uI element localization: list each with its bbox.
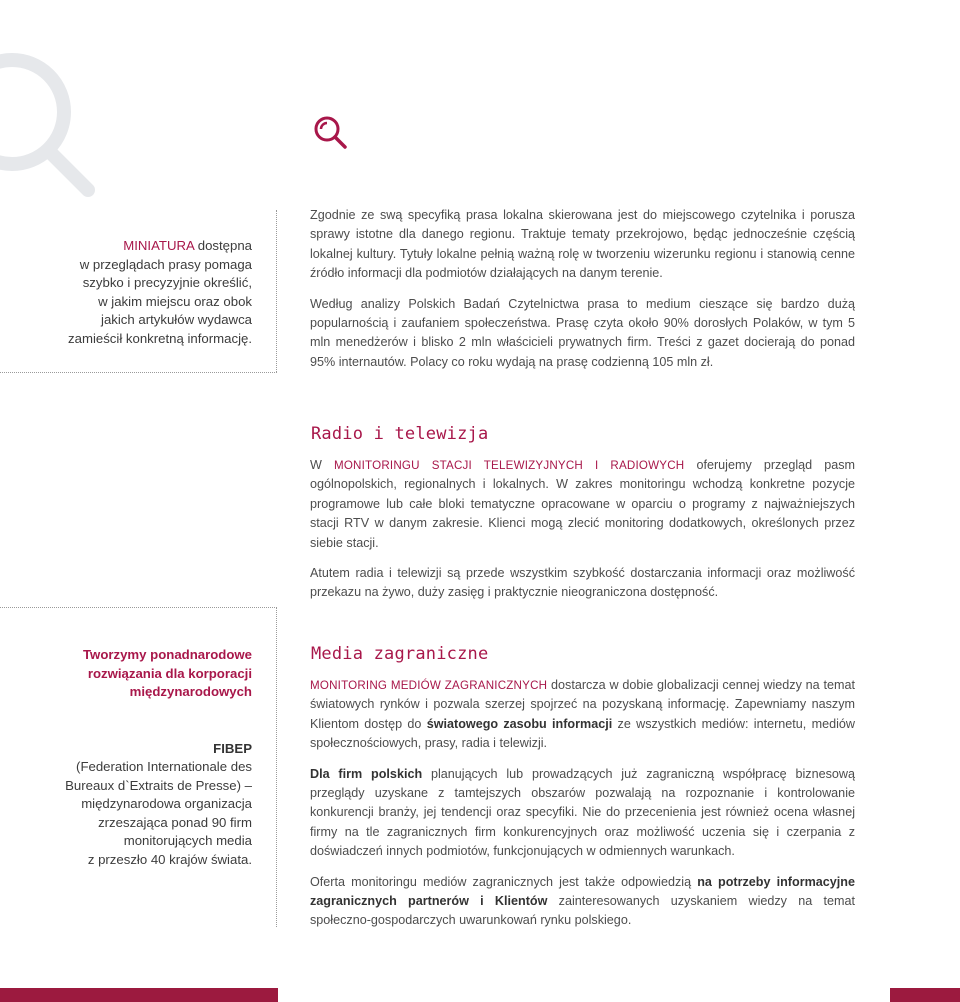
fibep-line-6: z przeszło 40 krajów świata. bbox=[87, 851, 252, 867]
radio-paragraph-1: W MONITORINGU STACJI TELEWIZYJNYCH I RADIOWYCH oferujemy przegląd pasm ogólnopolskich, regionalnych i lokalnych. W zakres monitoringu wchodzą konkretne pozycje programowe lub całe bloki tematyczne opracowane w oparciu o programy z najważniejszych stacji RTV w danym zakresie. Klienci mogą zlecić monitoring dodatkowych, określonych przez siebie stacji. bbox=[310, 458, 856, 550]
radio-heading: Radio i telewizja bbox=[311, 424, 489, 444]
divider-vertical-2 bbox=[276, 607, 277, 927]
divider-vertical-1 bbox=[276, 210, 277, 372]
miniatura-line-3: szybko i precyzyjnie określić, bbox=[82, 275, 252, 290]
miniatura-line-6: zamieścił konkretną informację. bbox=[68, 330, 252, 346]
foreign-paragraph-2: Dla firm polskich planujących lub prowadzących już zagraniczną współpracę biznesową przeglądy uzyskane z tamtejszych obszarów pozwalają na rozpoznanie i kontrolowanie konkurencji branży, jej tendencji oraz specyfiki. Nie do przecenienia jest również ocena własnej firmy na tle zagranicznych firm konkurencyjnych oraz możliwość uczenia się i czerpania z doświadczeń innych podmiotów, funkcjonujących w odmiennych warunkach. bbox=[310, 766, 855, 859]
fibep-line-1: (Federation Internationale des bbox=[76, 759, 252, 774]
fibep-line-3: międzynarodowa organizacja bbox=[81, 796, 252, 811]
miniatura-line-1: MINIATURA dostępna bbox=[123, 238, 252, 253]
miniatura-highlight: MINIATURA bbox=[123, 238, 195, 253]
foreign-paragraph-3: Oferta monitoringu mediów zagranicznych jest także odpowiedzią na potrzeby informacyjne zagranicznych partnerów i Klientów zainteresowanych uzyskaniem wiedzy na temat społeczno-gospodarczych uwarunkowań rynku polskiego. bbox=[310, 874, 856, 928]
divider-horizontal-1 bbox=[0, 372, 277, 373]
divider-horizontal-2 bbox=[0, 607, 277, 608]
fibep-title-line-2: rozwiązania dla korporacji bbox=[87, 665, 252, 681]
radio-section bbox=[310, 456, 855, 614]
footer-bar-right bbox=[890, 988, 960, 1002]
foreign-heading: Media zagraniczne bbox=[311, 644, 489, 664]
footer-bar-left bbox=[0, 988, 278, 1002]
fibep-acronym: FIBEP bbox=[213, 740, 252, 756]
radio-paragraph-2: Atutem radia i telewizji są przede wszystkim szybkość dostarczania informacji oraz możliwość przekazu na żywo, duży zasięg i praktycznie nieograniczona dostępność. bbox=[310, 566, 855, 600]
magnifier-icon bbox=[312, 114, 348, 150]
fibep-title-line-3: międzynarodowych bbox=[129, 684, 252, 699]
miniatura-note bbox=[40, 237, 252, 348]
press-paragraph-1: Zgodnie ze swą specyfiką prasa lokalna skierowana jest do miejscowego czytelnika i porusza sprawy istotne dla danego regionu. Traktuje tematy przekrojowo, będąc jednocześnie częścią lokalnej kultury. Tytuły lokalne pełnią ważną rolę w tworzeniu wizerunku regionu i stanowią cenne źródło informacji dla podmiotów działających na danym terenie. bbox=[310, 208, 855, 281]
foreign-section bbox=[310, 676, 855, 942]
foreign-paragraph-1: MONITORING MEDIÓW ZAGRANICZNYCH dostarcza w dobie globalizacji cennej wiedzy na temat światowych rynków i pozwala szerzej spojrzeć na pozyskaną informację. Zapewniamy naszym Klientom dostęp do światowego zasobu informacji ze wszystkich mediów: internetu, mediów społecznościowych, prasy, radia i telewizji. bbox=[310, 678, 856, 751]
fibep-line-2: Bureaux d`Extraits de Presse) – bbox=[65, 777, 252, 793]
fibep-title-line-1: Tworzymy ponadnarodowe bbox=[82, 647, 252, 662]
miniatura-line-5: jakich artykułów wydawca bbox=[101, 312, 252, 327]
magnifier-watermark-icon bbox=[0, 40, 110, 220]
miniatura-line-2: w przeglądach prasy pomaga bbox=[79, 256, 252, 272]
press-paragraph-2: Według analizy Polskich Badań Czytelnictwa prasa to medium cieszące się bardzo dużą popularnością i zaufaniem społeczeństwa. Prasę czyta około 90% dorosłych Polaków, w tym 5 mln menedżerów i blisko 2 mln właścicieli prywatnych firm. Treści z gazet docierają do ponad 95% internautów. Polacy co roku wydają na prasę codzienną 105 mln zł. bbox=[310, 296, 855, 369]
fibep-line-4: zrzeszająca ponad 90 firm bbox=[98, 814, 252, 830]
press-section bbox=[310, 206, 855, 383]
fibep-note bbox=[40, 646, 252, 869]
fibep-line-5: monitorujących media bbox=[123, 833, 252, 848]
miniatura-line-4: w jakim miejscu oraz obok bbox=[98, 293, 252, 309]
